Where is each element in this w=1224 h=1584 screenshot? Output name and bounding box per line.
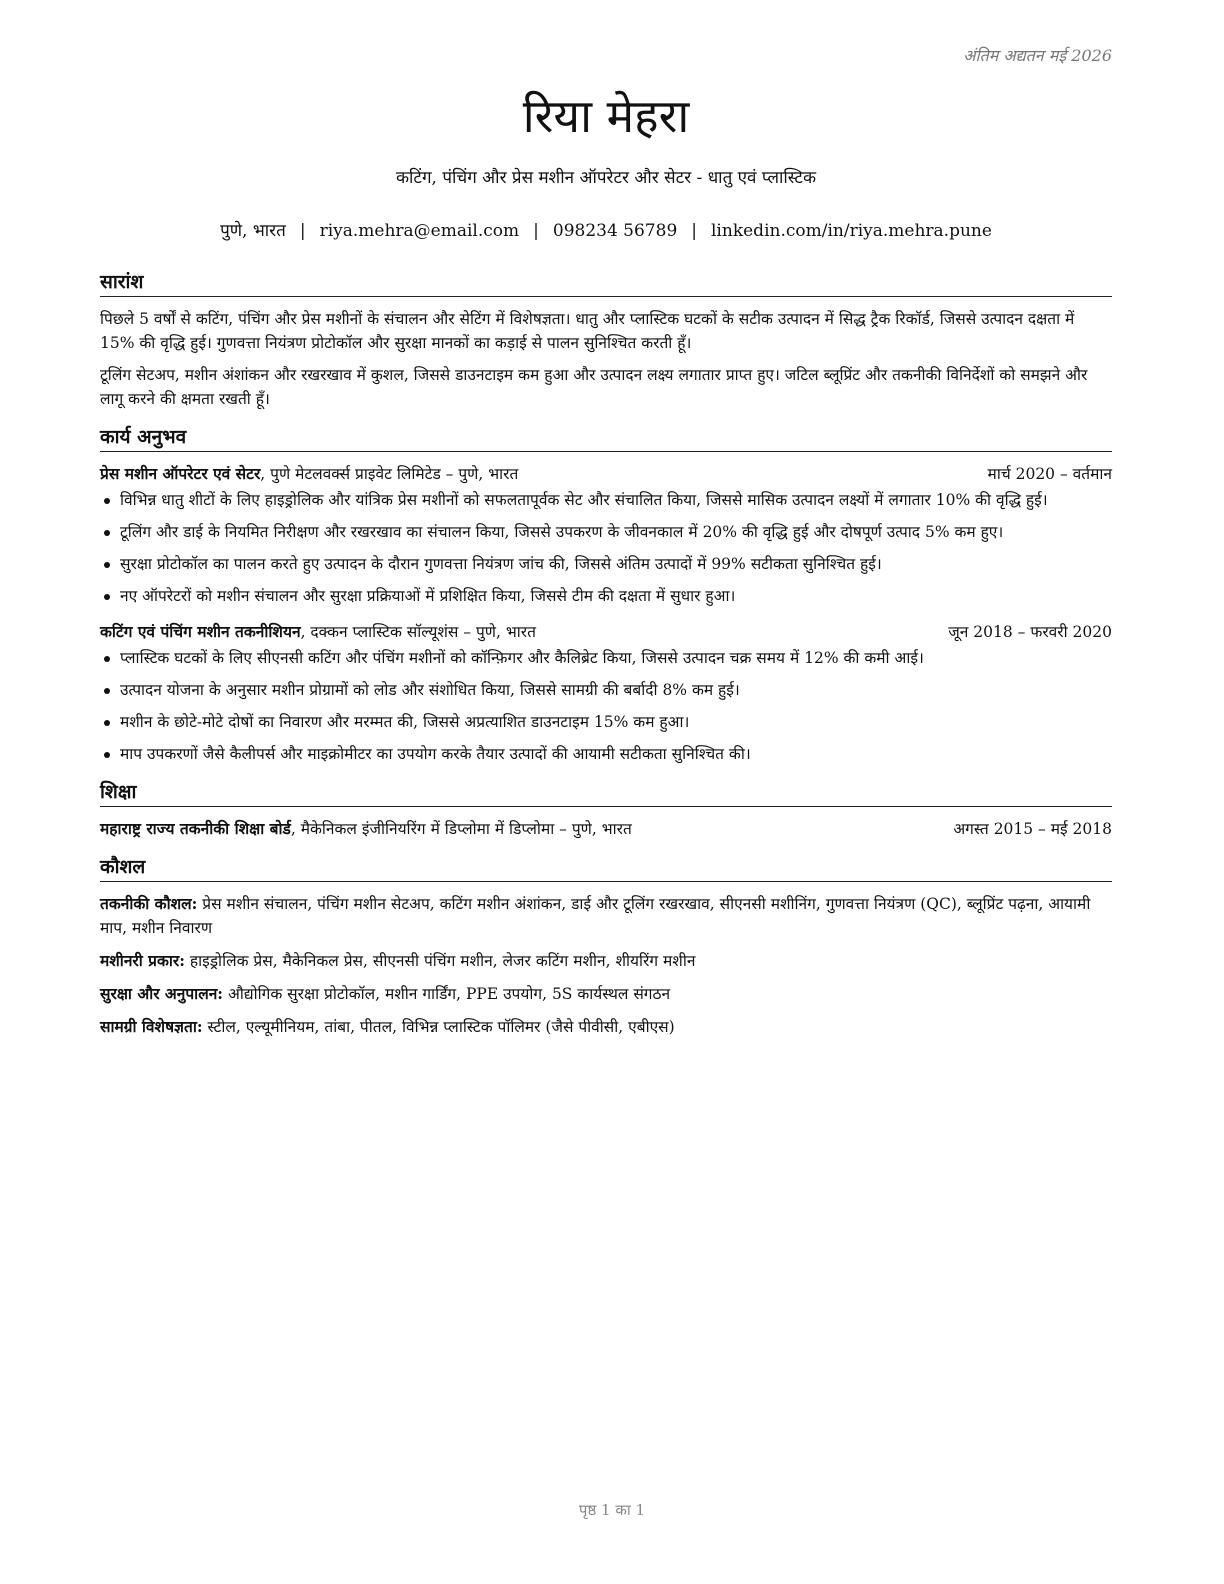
job-entry <box>100 462 1112 608</box>
separator: | <box>533 221 539 241</box>
skill-label: सामग्री विशेषज्ञता: <box>100 1017 203 1036</box>
job-header <box>100 462 1112 486</box>
education-details: , मैकेनिकल इंजीनियरिंग में डिप्लोमा में डिप्लोमा – पुणे, भारत <box>290 820 632 838</box>
education-institution: महाराष्ट्र राज्य तकनीकी शिक्षा बोर्ड <box>100 819 291 838</box>
job-company: , दक्कन प्लास्टिक सॉल्यूशंस – पुणे, भारत <box>300 623 536 641</box>
education-entry <box>100 817 1112 841</box>
candidate-name: रिया मेहरा <box>522 89 690 143</box>
skills-title: कौशल <box>100 853 1112 882</box>
education-title: शिक्षा <box>100 778 1112 807</box>
job-bullet: विभिन्न धातु शीटों के लिए हाइड्रोलिक और यांत्रिक प्रेस मशीनों को सफलतापूर्वक सेट और संचालित किया, जिससे मासिक उत्पादन लक्ष्यों में लगातार 10% की वृद्धि हुई। <box>100 488 1112 512</box>
skill-value: हाइड्रोलिक प्रेस, मैकेनिकल प्रेस, सीएनसी पंचिंग मशीन, लेजर कटिंग मशीन, शीयरिंग मशीन <box>184 952 696 970</box>
skill-value: स्टील, एल्यूमीनियम, तांबा, पीतल, विभिन्न प्लास्टिक पॉलिमर (जैसे पीवीसी, एबीएस) <box>202 1018 675 1036</box>
page-number: पृष्ठ 1 का 1 <box>578 1501 646 1519</box>
summary-section <box>100 268 1112 411</box>
skill-line <box>100 1015 1112 1039</box>
job-dates: मार्च 2020 – वर्तमान <box>987 465 1112 483</box>
job-bullet: टूलिंग और डाई के नियमित निरीक्षण और रखरखाव का संचालन किया, जिससे उपकरण के जीवनकाल में 20% की वृद्धि हुई और दोषपूर्ण उत्पाद 5% कम हुए। <box>100 520 1112 544</box>
job-dates: जून 2018 – फरवरी 2020 <box>948 623 1112 641</box>
skill-label: सुरक्षा और अनुपालन: <box>100 984 224 1003</box>
education-dates: अगस्त 2015 – मई 2018 <box>953 820 1112 838</box>
job-bullet: उत्पादन योजना के अनुसार मशीन प्रोग्रामों को लोड और संशोधित किया, जिससे सामग्री की बर्बादी 8% कम हुई। <box>100 678 1112 702</box>
contact-linkedin[interactable]: linkedin.com/in/riya.mehra.pune <box>711 221 992 241</box>
skill-value: औद्योगिक सुरक्षा प्रोटोकॉल, मशीन गार्डिंग, PPE उपयोग, 5S कार्यस्थल संगठन <box>223 985 671 1003</box>
summary-paragraph: पिछले 5 वर्षों से कटिंग, पंचिंग और प्रेस मशीनों के संचालन और सेटिंग में विशेषज्ञता। धातु और प्लास्टिक घटकों के सटीक उत्पादन में सिद्ध ट्रैक रिकॉर्ड, जिससे उत्पादन दक्षता में 15% की वृद्धि हुई। गुणवत्ता नियंत्रण प्रोटोकॉल और सुरक्षा मानकों का कड़ाई से पालन सुनिश्चित करती हूँ। <box>100 310 1075 352</box>
experience-section <box>100 423 1112 766</box>
summary-title: सारांश <box>100 268 1112 297</box>
job-bullet: सुरक्षा प्रोटोकॉल का पालन करते हुए उत्पादन के दौरान गुणवत्ता नियंत्रण जांच की, जिससे अंतिम उत्पादों में 99% सटीकता सुनिश्चित हुई। <box>100 552 1112 576</box>
separator: | <box>691 221 697 241</box>
skill-label: मशीनरी प्रकार: <box>100 951 185 970</box>
job-company: , पुणे मेटलवर्क्स प्राइवेट लिमिटेड – पुणे, भारत <box>260 465 519 483</box>
skill-line <box>100 982 1112 1006</box>
last-updated: अंतिम अद्यतन मई 2026 <box>963 46 1112 65</box>
job-bullet: नए ऑपरेटरों को मशीन संचालन और सुरक्षा प्रक्रियाओं में प्रशिक्षित किया, जिससे टीम की दक्षता में सुधार हुआ। <box>100 584 1112 608</box>
job-role: प्रेस मशीन ऑपरेटर एवं सेटर <box>100 464 261 483</box>
job-bullet: मशीन के छोटे-मोटे दोषों का निवारण और मरम्मत की, जिससे अप्रत्याशित डाउनटाइम 15% कम हुआ। <box>100 710 1112 734</box>
skill-label: तकनीकी कौशल: <box>100 894 198 913</box>
job-entry <box>100 620 1112 766</box>
skill-line <box>100 949 1112 973</box>
contact-line <box>100 218 1112 244</box>
experience-title: कार्य अनुभव <box>100 423 1112 452</box>
job-role: कटिंग एवं पंचिंग मशीन तकनीशियन <box>100 622 301 641</box>
job-bullets <box>100 646 1112 766</box>
skills-section <box>100 853 1112 1039</box>
job-bullet: माप उपकरणों जैसे कैलीपर्स और माइक्रोमीटर का उपयोग करके तैयार उत्पादों की आयामी सटीकता सुनिश्चित की। <box>100 742 1112 766</box>
contact-phone[interactable]: 098234 56789 <box>552 221 678 241</box>
skill-value: प्रेस मशीन संचालन, पंचिंग मशीन सेटअप, कटिंग मशीन अंशांकन, डाई और टूलिंग रखरखाव, सीएनसी मशीनिंग, गुणवत्ता नियंत्रण (QC), ब्लूप्रिंट पढ़ना, आयामी माप, मशीन निवारण <box>100 895 1091 937</box>
education-section <box>100 778 1112 841</box>
contact-location: पुणे, भारत <box>220 221 286 241</box>
job-bullet: प्लास्टिक घटकों के लिए सीएनसी कटिंग और पंचिंग मशीनों को कॉन्फ़िगर और कैलिब्रेट किया, जिससे उत्पादन चक्र समय में 12% की कमी आई। <box>100 646 1112 670</box>
headline: कटिंग, पंचिंग और प्रेस मशीन ऑपरेटर और सेटर - धातु एवं प्लास्टिक <box>395 168 817 188</box>
job-bullets <box>100 488 1112 608</box>
contact-email[interactable]: riya.mehra@email.com <box>319 221 520 241</box>
job-header <box>100 620 1112 644</box>
resume-content <box>100 268 1112 1051</box>
skill-line <box>100 892 1112 940</box>
summary-paragraph: टूलिंग सेटअप, मशीन अंशांकन और रखरखाव में कुशल, जिससे डाउनटाइम कम हुआ और उत्पादन लक्ष्य लगातार प्राप्त हुए। जटिल ब्लूप्रिंट और तकनीकी विनिर्देशों को समझने और लागू करने की क्षमता रखती हूँ। <box>100 366 1088 408</box>
separator: | <box>299 221 306 241</box>
